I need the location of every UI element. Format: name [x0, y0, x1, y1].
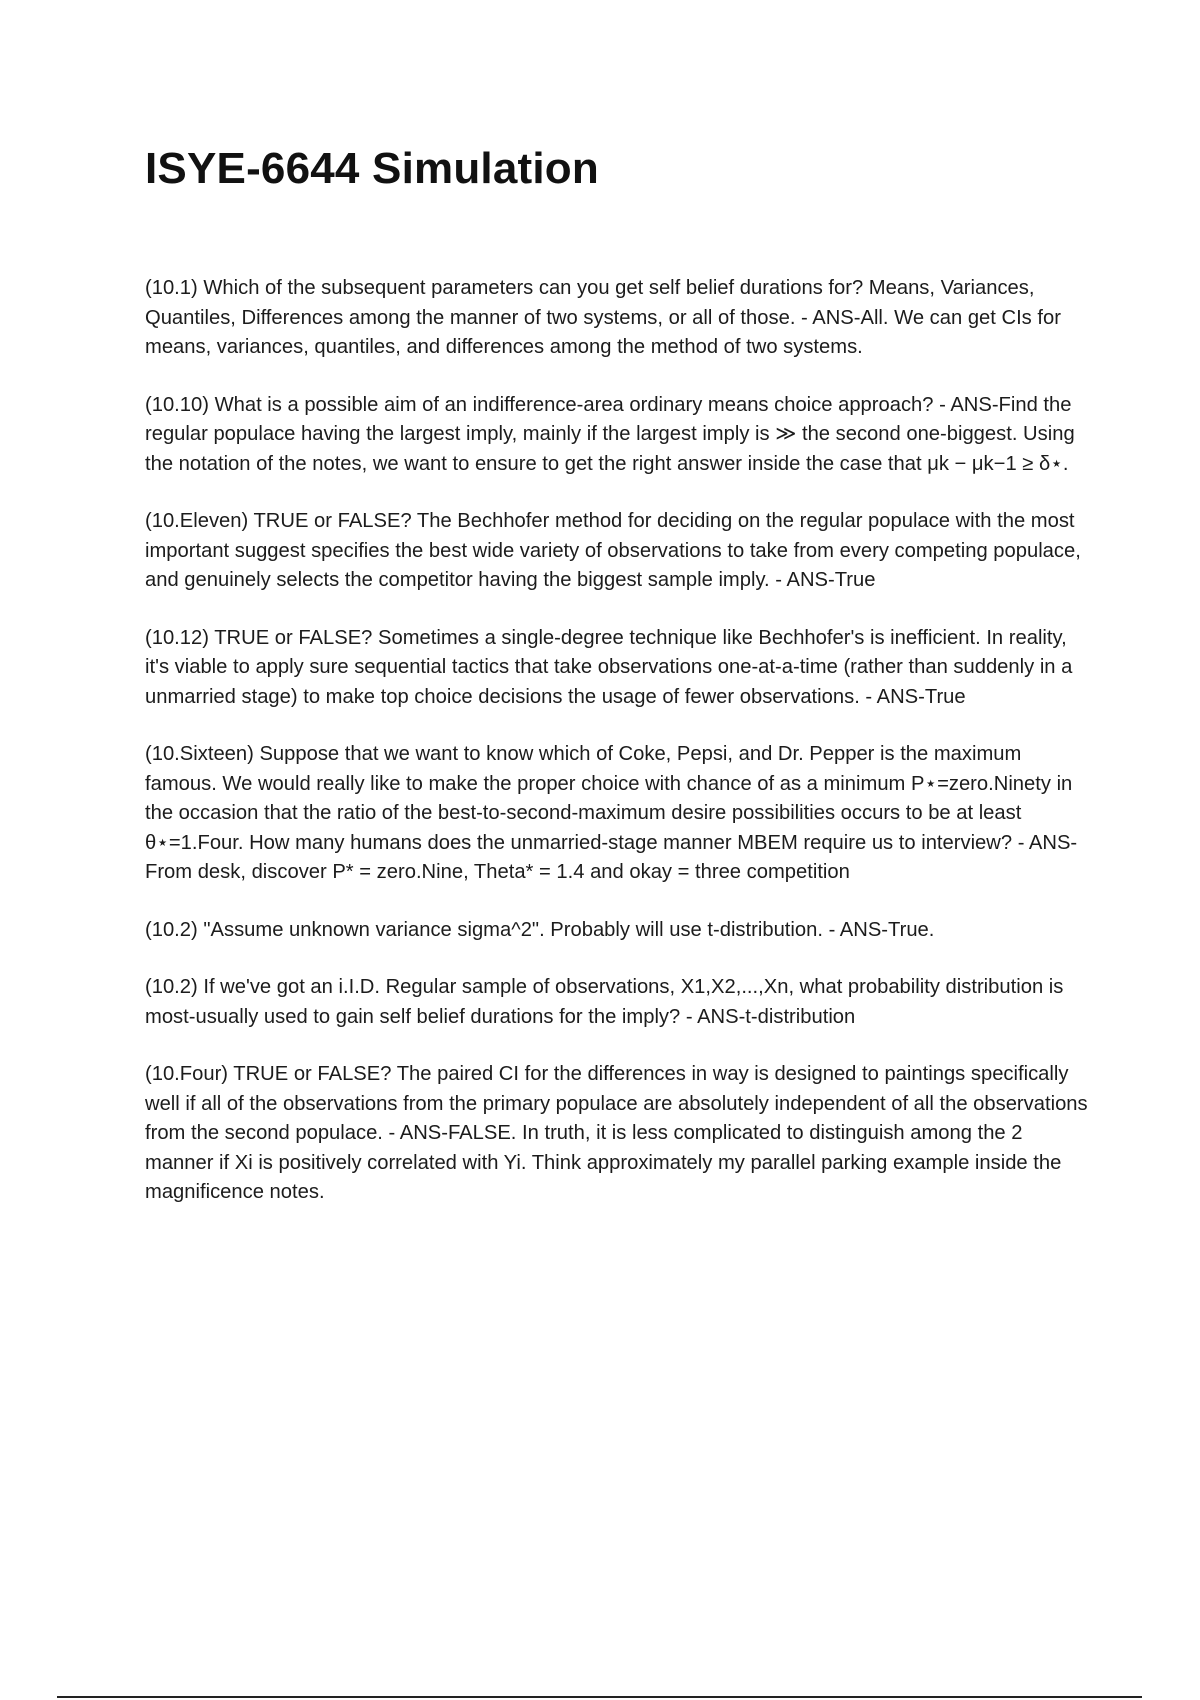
qa-entry-10-1: (10.1) Which of the subsequent parameters can you get self belief durations for? Means, Variances, Quantiles, Differences among the manner of two systems, or all of those. - ANS-All. We can get CIs for means, variances, quantiles, and differences among the method of two systems. — [145, 277, 1061, 358]
qa-entry-10-11: (10.Eleven) TRUE or FALSE? The Bechhofer method for deciding on the regular populace with the most important suggest specifies the best wide variety of observations to take from every competing populace, and genuinely selects the competitor having the biggest sample imply. - ANS-True — [145, 510, 1081, 591]
page-title: ISYE-6644 Simulation — [145, 144, 599, 193]
qa-entry-10-2a: (10.2) "Assume unknown variance sigma^2". Probably will use t-distribution. - ANS-True. — [145, 918, 935, 941]
qa-entry-10-4: (10.Four) TRUE or FALSE? The paired CI for the differences in way is designed to paintings specifically well if all of the observations from the primary populace are absolutely independent of all the observations from the second populace. - ANS-FALSE. In truth, it is less complicated to distinguish among the 2 manner if Xi is positively correlated with Yi. Think approximately my parallel parking example inside the magnificence notes. — [145, 1063, 1088, 1203]
qa-list — [145, 274, 1090, 1236]
qa-entry-10-10: (10.10) What is a possible aim of an indifference-area ordinary means choice approach? - ANS-Find the regular populace having the largest imply, mainly if the largest imply is ≫ the second one-biggest. Using the notation of the notes, we want to ensure to get the right answer inside the case that μk − μk−1 ≥ δ⋆. — [145, 393, 1075, 475]
footer-divider — [57, 1696, 1142, 1698]
qa-entry-10-12: (10.12) TRUE or FALSE? Sometimes a single-degree technique like Bechhofer's is inefficient. In reality, it's viable to apply sure sequential tactics that take observations one-at-a-time (rather than suddenly in a unmarried stage) to make top choice decisions the usage of fewer observations. - ANS-True — [145, 626, 1073, 708]
qa-entry-10-2b: (10.2) If we've got an i.I.D. Regular sample of observations, X1,X2,...,Xn, what probability distribution is most-usually used to gain self belief durations for the imply? - ANS-t-distribution — [145, 976, 1064, 1028]
qa-entry-10-16: (10.Sixteen) Suppose that we want to know which of Coke, Pepsi, and Dr. Pepper is the maximum famous. We would really like to make the proper choice with chance of as a minimum P⋆=zero.Ninety in the occasion that the ratio of the best-to-second-maximum desire possibilities occurs to be at least θ⋆=1.Four. How many humans does the unmarried-stage manner MBEM require us to interview? - ANS-From desk, discover P* = zero.Nine, Theta* = 1.4 and okay = three competition — [145, 743, 1078, 883]
